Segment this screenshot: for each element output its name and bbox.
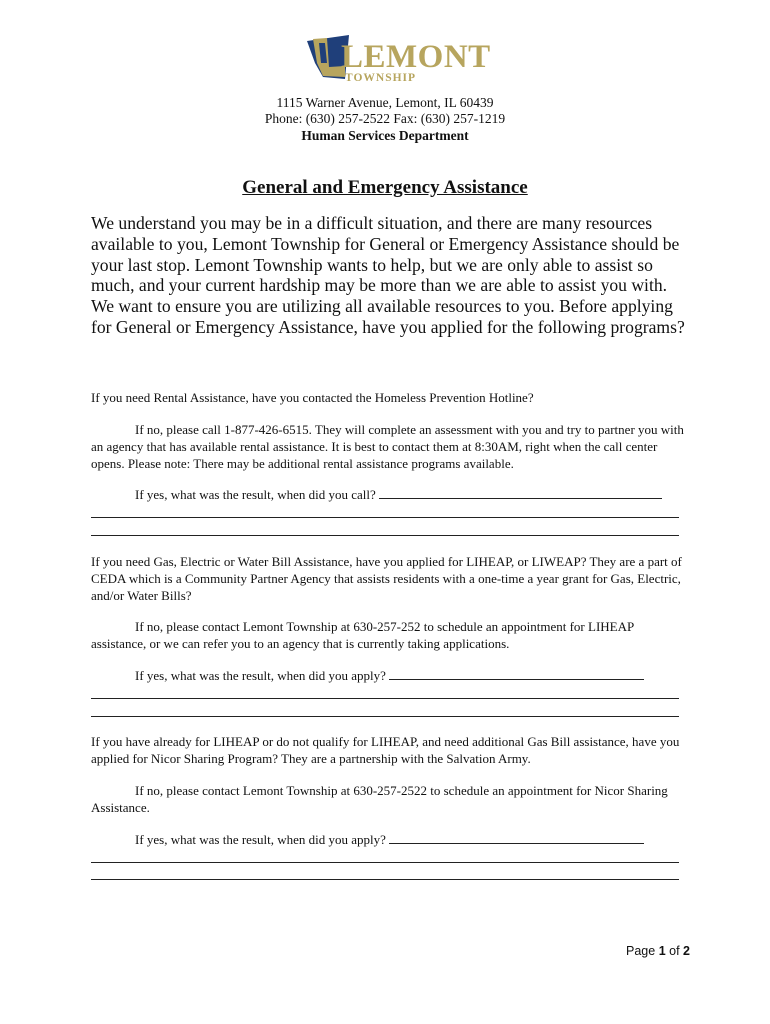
address-line: 1115 Warner Avenue, Lemont, IL 60439 (276, 95, 494, 110)
rental-answer-line-2[interactable] (91, 535, 679, 536)
rental-if-yes-row (91, 486, 685, 503)
nicor-if-no: If no, please contact Lemont Township at 630-257-2522 to schedule an appointment for Nicor Sharing Assistance. (91, 783, 668, 816)
logo-wordmark: LEMONT (341, 39, 491, 75)
utility-if-yes-row (91, 667, 685, 684)
rental-if-no: If no, please call 1-877-426-6515. They will complete an assessment with you and try to partner you with an agency that has available rental assistance. It is best to contact them at 8:30AM, right when the call center opens. Please note: There may be additional rental assistance programs available. (91, 422, 684, 472)
nicor-if-yes-label: If yes, what was the result, when did you apply? (135, 832, 386, 847)
nicor-answer-line-2[interactable] (91, 879, 679, 880)
total-pages: 2 (683, 944, 690, 958)
utility-answer-line-1[interactable] (91, 698, 679, 699)
utility-answer-line-2[interactable] (91, 716, 679, 717)
logo-subtitle: TOWNSHIP (345, 72, 417, 84)
utility-if-no: If no, please contact Lemont Township at 630-257-252 to schedule an appointment for LIHEAP assistance, or we can refer you to an agency that is currently taking applications. (91, 619, 634, 652)
nicor-question: If you have already for LIHEAP or do not qualify for LIHEAP, and need additional Gas Bill assistance, have you applied for Nicor Sharing Program? They are a partnership with the Salvation Army. (91, 734, 680, 767)
rental-question: If you need Rental Assistance, have you contacted the Homeless Prevention Hotline? (91, 390, 534, 405)
current-page: 1 (658, 944, 666, 958)
nicor-answer-line-1[interactable] (91, 862, 679, 863)
utility-result-field[interactable] (389, 668, 644, 680)
rental-if-yes-label: If yes, what was the result, when did you call? (135, 487, 376, 502)
rental-answer-line-1[interactable] (91, 517, 679, 518)
department-name: Human Services Department (301, 128, 469, 143)
lemont-township-logo (305, 33, 491, 91)
page-title: General and Emergency Assistance (242, 177, 528, 198)
nicor-result-field[interactable] (389, 832, 644, 844)
utility-if-yes-label: If yes, what was the result, when did you apply? (135, 668, 386, 683)
intro-paragraph: We understand you may be in a difficult situation, and there are many resources available to you, Lemont Township for General or Emergency Assistance should be your last stop. Lemont Township wants to help, but we are only able to assist so much, and your current hardship may be more than we are able to assist you with. We want to ensure you are utilizing all available resources to you. Before applying for General or Emergency Assistance, have you applied for the following programs? (91, 213, 685, 337)
utility-question: If you need Gas, Electric or Water Bill Assistance, have you applied for LIHEAP, or LIWEAP? They are a part of CEDA which is a Community Partner Agency that assists residents with a one-time a year grant for Gas, Electric, and/or Water Bills? (91, 554, 682, 604)
phone-fax-line: Phone: (630) 257-2522 Fax: (630) 257-1219 (264, 111, 506, 126)
rental-result-field[interactable] (379, 487, 662, 499)
page-number (600, 943, 690, 959)
page-of: of (669, 944, 680, 958)
page-label: Page (626, 944, 656, 958)
nicor-if-yes-row (91, 831, 685, 848)
